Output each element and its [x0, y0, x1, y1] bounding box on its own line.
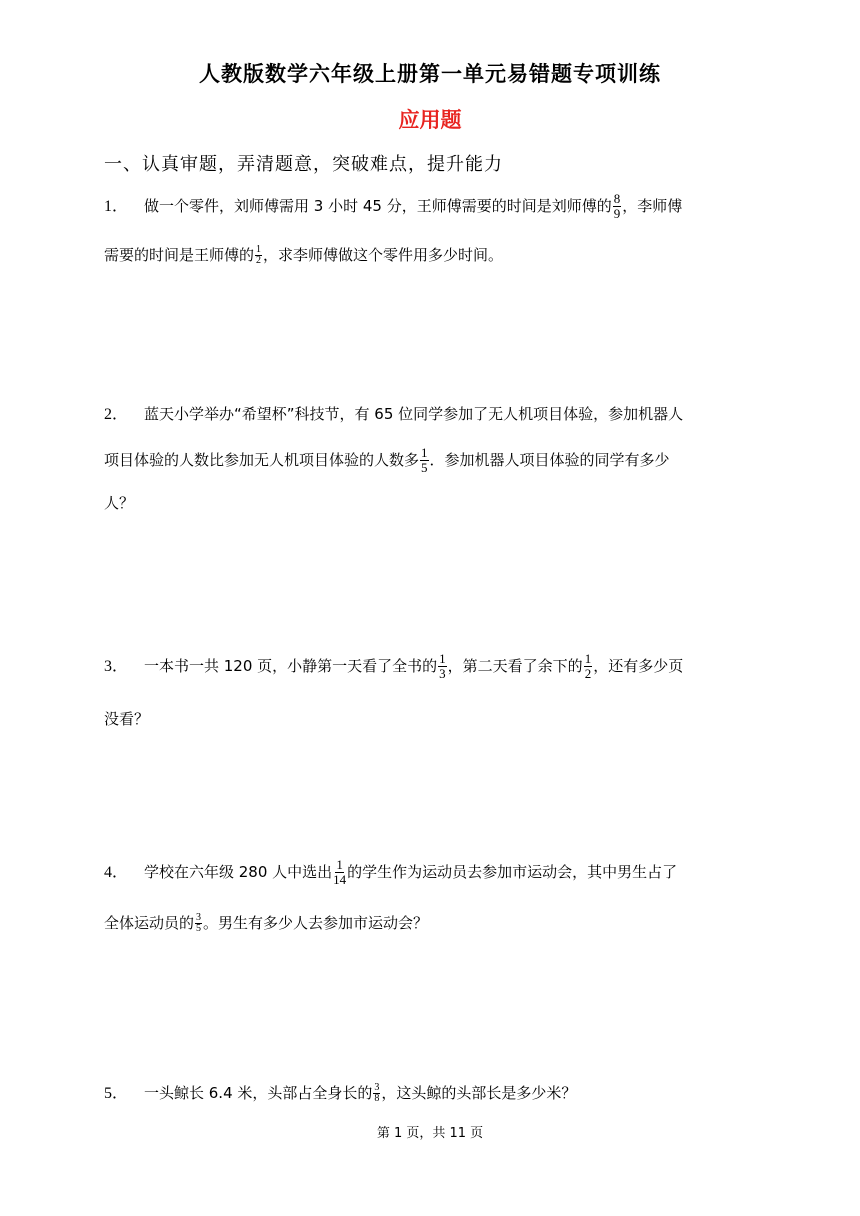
- question-2-text: ．参加机器人项目体验的同学有多少: [429, 451, 670, 469]
- question-3-line-1: [104, 652, 683, 681]
- fraction: $\frac{1}{3}$: [439, 651, 446, 681]
- fraction: $\frac{1}{5}$: [421, 445, 428, 475]
- question-3-number: 3．: [104, 658, 129, 675]
- question-2-line-1: [104, 401, 683, 424]
- question-5-line-1: [104, 1080, 576, 1104]
- question-5-text: 一头鲸长 6.4 米，头部占全身长的: [144, 1084, 373, 1102]
- question-2-text: 蓝天小学举办“希望杯”科技节，有 65 位同学参加了无人机项目体验，参加机器人: [144, 405, 684, 423]
- question-2-text: 项目体验的人数比参加无人机项目体验的人数多: [104, 451, 420, 469]
- fraction: $\frac{3}{8}$: [374, 1082, 380, 1104]
- document-subtitle: 应用题: [398, 108, 462, 132]
- fraction: $\frac{3}{5}$: [196, 912, 202, 934]
- question-2-line-3: [104, 492, 134, 513]
- fraction: $\frac{1}{14}$: [333, 857, 347, 887]
- question-5-number: 5．: [104, 1085, 129, 1102]
- question-2-text: 人？: [104, 494, 135, 512]
- fraction: $\frac{8}{9}$: [613, 191, 621, 221]
- question-4-text: 学校在六年级 280 人中选出: [144, 863, 333, 881]
- question-2-number: 2．: [104, 406, 129, 423]
- question-4-text: 。男生有多少人去参加市运动会？: [203, 914, 429, 932]
- question-3-line-2: [104, 708, 149, 729]
- document-title: 人教版数学六年级上册第一单元易错题专项训练: [199, 62, 661, 86]
- question-3-text: 没看？: [104, 710, 150, 728]
- page-footer: 第 1 页，共 11 页: [376, 1126, 484, 1141]
- question-5-text: ，这头鲸的头部长是多少米？: [381, 1084, 577, 1102]
- fraction: $\frac{1}{2}$: [256, 244, 262, 266]
- question-3-text: ，还有多少页: [593, 657, 684, 675]
- question-1-number: 1．: [104, 198, 129, 215]
- section-heading: 一、认真审题，弄清题意，突破难点，提升能力: [104, 154, 503, 175]
- question-3-text: ，第二天看了余下的: [447, 657, 583, 675]
- question-3-text: 一本书一共 120 页，小静第一天看了全书的: [144, 657, 438, 675]
- question-1-line-2: [104, 244, 503, 266]
- question-2-line-2: [104, 446, 670, 475]
- question-4-number: 4．: [104, 864, 129, 881]
- question-1-text: 做一个零件，刘师傅需用 3 小时 45 分，王师傅需要的时间是刘师傅的: [144, 197, 612, 215]
- question-1-text: 需要的时间是王师傅的: [104, 246, 255, 264]
- question-4-text: 的学生作为运动员去参加市运动会，其中男生占了: [347, 863, 678, 881]
- fraction: $\frac{1}{2}$: [584, 651, 592, 681]
- question-4-text: 全体运动员的: [104, 914, 195, 932]
- question-1-text: ，李师傅: [622, 197, 683, 215]
- question-4-line-2: [104, 912, 428, 934]
- question-1-line-1: [104, 192, 682, 221]
- question-4-line-1: [104, 858, 677, 887]
- question-1-text: ，求李师傅做这个零件用多少时间。: [263, 246, 504, 264]
